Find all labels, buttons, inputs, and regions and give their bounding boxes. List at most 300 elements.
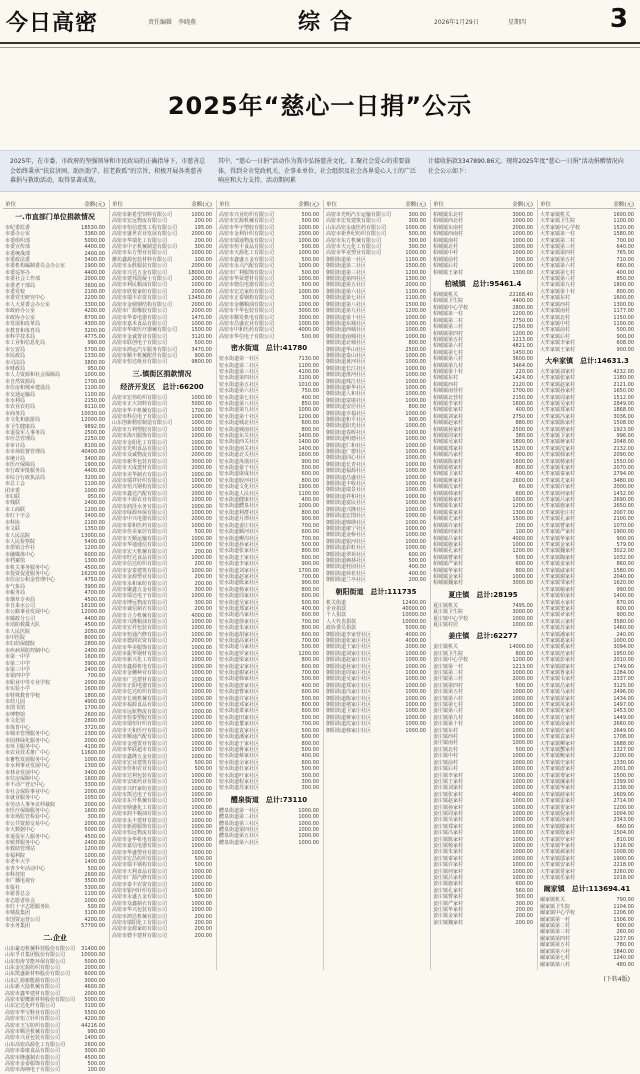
donation-amount: 200.00 [194, 606, 212, 613]
donation-amount: 790.00 [616, 897, 634, 904]
donor-name: 高密市瑞祥针织有限公司 [112, 478, 168, 485]
donation-amount: 750.00 [301, 388, 319, 395]
donor-name: 密水街道谢家社区 [219, 670, 260, 677]
donation-amount: 1650.00 [613, 388, 634, 395]
donation-amount: 1330.00 [84, 353, 105, 360]
donor-name: 政协委员捐款 [326, 625, 357, 632]
donation-row [110, 933, 214, 939]
donor-name: 姜庄镇机关 [433, 644, 459, 651]
donation-amount: 380.00 [515, 433, 533, 439]
donor-name: 市城投集团 [5, 910, 31, 917]
donor-name: 市委党史研究中心 [5, 295, 46, 302]
donation-amount: 1300.00 [84, 763, 105, 770]
donor-name: 大牟家镇任家村 [540, 727, 576, 734]
donation-amount: 1500.00 [191, 327, 212, 334]
donation-amount: 1000.00 [84, 487, 105, 494]
donation-amount: 5000.00 [84, 958, 105, 965]
donor-name: 市住房公积金管理中心 [5, 577, 56, 584]
donor-name: 柏城镇沈家村 [433, 484, 464, 491]
donor-name: 市体育中心 [5, 724, 31, 731]
donation-amount: 2400.00 [84, 667, 105, 674]
donor-name: 阚家镇卫生院 [540, 903, 571, 910]
donation-amount: 1100.00 [405, 288, 426, 295]
donation-amount: 500.00 [301, 282, 319, 289]
donation-amount: 1800.00 [613, 282, 634, 289]
donor-name: 朝阳街道幸福社区 [326, 410, 367, 417]
donor-name: 高密市正阳电器有限公司 [112, 683, 168, 690]
donor-name: 朝阳街道兴隆社区 [326, 506, 367, 513]
donor-name: 高密市恒远物流有限公司 [112, 830, 168, 837]
donation-amount: 1399.00 [613, 778, 634, 785]
donor-name: 大牟家镇后村 [540, 333, 571, 340]
donation-amount: 1000.00 [512, 721, 533, 728]
donor-name: 大牟家镇柏家村 [540, 593, 576, 600]
donor-name: 高密市振华钢材有限公司 [112, 651, 168, 657]
donation-amount: 40400.00 [81, 449, 105, 456]
donor-name: 密水街道第九社区 [219, 407, 260, 414]
donation-amount: 1500.00 [405, 263, 426, 270]
donation-amount: 4750.00 [84, 577, 105, 584]
donation-amount: 1700.00 [512, 388, 533, 395]
donor-name: 大牟家镇鲍家村 [540, 753, 576, 760]
donor-name: 高密市瑞丰钢构有限公司 [112, 862, 168, 869]
masthead [0, 0, 640, 44]
donor-name: 姜庄镇北村 [433, 746, 459, 753]
donation-amount: 3000.00 [512, 609, 533, 616]
donation-amount: 1000.00 [512, 862, 533, 869]
donor-name: 朝阳街道第五社区 [326, 282, 367, 289]
donor-name: 柏城镇第七村 [433, 349, 464, 356]
donor-name: 朝阳街道南城社区 [326, 333, 367, 340]
donor-name: 朝阳街道西城社区 [326, 327, 367, 334]
donation-amount: 260.00 [616, 929, 634, 936]
donor-name: 高密市永兴汽配有限公司 [219, 263, 275, 270]
donation-amount: 5700.00 [84, 346, 105, 353]
donation-amount: 2001.00 [613, 766, 634, 773]
donation-amount: 400.00 [301, 682, 319, 689]
donor-name: 阚家镇第一村 [540, 916, 571, 923]
donor-name: 市国资运营公司 [5, 916, 41, 923]
donor-name: 高密市永和家纺有限公司 [112, 580, 168, 587]
donation-row [431, 920, 535, 926]
donor-name: 密水街道第八社区 [219, 400, 260, 407]
donor-name: 市图书馆 [5, 705, 26, 712]
donation-amount: 1512.00 [613, 394, 634, 401]
donation-amount: 900.00 [301, 561, 319, 568]
donor-name: 密水街道城北社区 [219, 420, 260, 427]
donation-amount: 2007.00 [613, 509, 634, 516]
donor-name: 阚家镇第七村 [540, 955, 571, 962]
donor-name: 密水街道康成社区 [219, 471, 260, 478]
donor-name: 大牟家镇陈家村 [540, 420, 576, 427]
donation-amount: 1100.00 [298, 490, 319, 497]
donation-amount: 1000.00 [405, 657, 426, 664]
donation-amount: 1000.00 [512, 855, 533, 862]
donation-amount: 1000.00 [512, 740, 533, 747]
donor-name: 高密市中和医药有限公司 [219, 327, 275, 334]
donation-amount: 2343.00 [613, 817, 634, 824]
donor-name: 朝阳街道周家庄社区 [326, 670, 372, 677]
donation-amount: 600.00 [515, 561, 533, 568]
donation-amount: 3360.00 [84, 231, 105, 238]
donation-amount: 1000.00 [405, 250, 426, 257]
donor-name: 密水街道第四社区 [219, 375, 260, 382]
donation-amount: 300.00 [194, 586, 212, 593]
donor-name: 朝阳街道东城社区 [326, 320, 367, 327]
donation-amount: 1000.00 [405, 320, 426, 327]
donor-name: 柏城镇第三村 [433, 324, 464, 331]
donor-name: 市医疗保障服务中心 [5, 807, 51, 814]
donor-name: 朝阳街道长青社区 [326, 461, 367, 468]
donor-name: 大牟家镇机关 [540, 212, 571, 218]
donation-amount: 4900.00 [84, 699, 105, 706]
donor-name: 朝阳街道仁和社区 [326, 442, 367, 449]
donation-amount: 2000.00 [512, 676, 533, 683]
donor-name: 市人大常委会办公室 [5, 301, 51, 308]
donor-name: 市住房保障中心 [5, 775, 41, 782]
donor-name: 高密市正泰钢构有限公司 [219, 295, 275, 302]
donation-amount: 500.00 [87, 1061, 105, 1067]
donor-name: 市医疗保障局 [5, 462, 36, 469]
donation-amount: 400.00 [301, 753, 319, 760]
donation-amount: 1100.00 [405, 256, 426, 263]
donation-amount: 500.00 [194, 766, 212, 773]
header-divider [0, 47, 640, 48]
donation-amount: 1400.00 [84, 859, 105, 866]
donation-amount: 4500.00 [84, 1054, 105, 1061]
donation-amount: 1000.00 [405, 519, 426, 526]
donor-name: 高密市金利针织有限公司 [219, 231, 275, 238]
donor-name: 柏城镇北营村 [433, 394, 464, 401]
donor-name: 高密市兴业包装有限公司 [5, 1035, 61, 1042]
donor-name: 大牟家镇常家村 [540, 868, 576, 875]
donor-name: 密水街道城南社区 [219, 426, 260, 433]
donor-name: 市劳动人事争议仲裁院 [5, 801, 56, 808]
donor-name: 大牟家镇范家村 [540, 650, 576, 657]
donation-amount: 1868.00 [613, 407, 634, 414]
donation-amount: 700.00 [301, 522, 319, 529]
donor-name: 密水街道西关社区 [219, 439, 260, 446]
donation-amount: 2300.00 [84, 731, 105, 738]
donor-name: 高密市兴隆粮油有限公司 [112, 618, 168, 625]
donor-name: 柏城镇朱家村 [433, 503, 464, 510]
donor-name: 高密市昌盛农业有限公司 [219, 320, 275, 327]
donation-amount: 3022.00 [613, 548, 634, 555]
donation-amount: 900.00 [616, 535, 634, 542]
donor-name: 大牟家镇第六村 [540, 263, 576, 270]
donation-amount: 2000.00 [191, 638, 212, 645]
donation-amount: 1500.00 [405, 301, 426, 308]
donor-name: 市中医院 [5, 635, 26, 641]
donation-amount: 300.00 [301, 772, 319, 779]
donor-name: 密水街道萧家社区 [219, 708, 260, 715]
donation-amount: 640.00 [616, 244, 634, 251]
donor-name: 密水街道许家社区 [219, 695, 260, 702]
donation-amount: 4400.00 [84, 269, 105, 276]
donor-name: 高密市广源橡胶有限公司 [112, 308, 168, 315]
donation-list [217, 808, 321, 846]
donation-amount: 800.00 [408, 404, 426, 411]
donation-amount: 60.00 [518, 484, 533, 491]
donation-amount: 800.00 [301, 625, 319, 632]
donor-name: 密水街道田家社区 [219, 714, 260, 721]
donation-amount: 600.00 [301, 593, 319, 600]
donor-name: 大牟家镇岑家村 [540, 785, 576, 792]
donor-name: 大牟家镇第一村 [540, 231, 576, 238]
donor-name: 高密市新源服饰有限公司 [112, 823, 168, 830]
donation-amount: 1708.00 [613, 734, 634, 741]
donor-name: 高密市恒信建筑工程有限公司 [112, 224, 178, 231]
donor-name: 姜庄镇何家村 [433, 868, 464, 875]
donor-name: 柏城镇中村 [433, 250, 459, 257]
donor-name: 姜庄镇秦家村 [433, 855, 464, 862]
donor-name: 大牟家镇陶家村 [540, 554, 576, 561]
donor-name: 大牟家镇昌家村 [540, 682, 576, 689]
donor-name: 市烟草专卖局 [5, 596, 36, 603]
donor-name: 市公路事业发展中心 [5, 609, 51, 616]
donor-name: 密水街道姜庄社区 [219, 522, 260, 529]
donation-amount: 2000.00 [191, 490, 212, 497]
donor-name: 姜庄镇中心学校 [433, 657, 469, 664]
donation-amount: 1000.00 [298, 407, 319, 414]
donor-name: 高密市金穗粮油有限公司 [219, 301, 275, 308]
amount-header: 金额(元) [84, 202, 105, 208]
donation-amount: 700.00 [301, 535, 319, 542]
donor-name: 市水务集团 [5, 923, 31, 930]
donation-amount: 1350.00 [84, 526, 105, 533]
donor-name: 大牟家镇袁家村 [540, 734, 576, 741]
donation-amount: 4100.00 [84, 743, 105, 750]
donor-name: 阚家镇机关 [540, 897, 566, 904]
donor-name: 高密市鑫源机电有限公司 [112, 663, 168, 670]
donor-name: 柏城镇尤家村 [433, 516, 464, 523]
donor-name: 大牟家镇薛家村 [540, 791, 576, 798]
donor-name: 姜庄镇第一村 [433, 663, 464, 670]
donation-amount: 1200.00 [613, 804, 634, 811]
donation-amount: 2150.00 [512, 394, 533, 401]
donor-name: 大牟家镇殷家村 [540, 830, 576, 837]
donation-amount: 2000.00 [191, 263, 212, 270]
donor-name: 山东高密高源化工有限公司 [5, 1041, 66, 1048]
donation-amount: 1000.00 [512, 772, 533, 779]
donor-name: 高密市中正机械制造有限公司 [112, 244, 178, 251]
donor-name: 大牟家镇费家村 [540, 772, 576, 779]
donation-amount: 850.00 [616, 276, 634, 283]
donor-name: 高密市华信电子有限公司 [219, 333, 275, 340]
donation-amount: 1000.00 [405, 352, 426, 359]
donation-amount: 2337.00 [613, 676, 634, 683]
donation-amount: 300.00 [301, 295, 319, 302]
donor-name: 朝阳街道枫林社区 [326, 557, 367, 564]
donor-name: 高密市金地置业有限公司 [112, 740, 168, 747]
unit-header: 单位 [5, 202, 17, 208]
donor-name: 大牟家镇乐家村 [540, 875, 576, 882]
donor-name: 高密市欣悦家纺有限公司 [112, 288, 168, 295]
donation-amount: 1000.00 [191, 631, 212, 638]
donation-amount: 1000.00 [405, 449, 426, 456]
donor-name: 市第二中学 [5, 660, 31, 667]
donor-name: 高密市鼎盛化工有限公司 [112, 804, 168, 811]
donation-amount: 1000.00 [84, 852, 105, 859]
donation-amount: 2121.00 [613, 381, 634, 388]
donor-name: 大牟家镇鲁家村 [540, 670, 576, 677]
donor-name: 高密市鸿达机械有限公司 [112, 913, 168, 920]
donor-name: 市应急管理局 [5, 436, 36, 443]
donation-amount: 1000.00 [405, 487, 426, 494]
donation-amount: 2200.00 [613, 753, 634, 760]
donation-amount: 1000.00 [191, 503, 212, 510]
donation-amount: 1050.00 [84, 795, 105, 802]
donation-amount: 9800.00 [191, 359, 212, 366]
donor-name: 大牟家镇中村 [540, 320, 571, 327]
donation-amount: 1000.00 [191, 881, 212, 888]
donation-amount: 1000.00 [405, 333, 426, 340]
donor-name: 大牟家镇第三村 [540, 244, 576, 251]
donor-name: 朝阳街道珠江社区 [326, 378, 367, 385]
donation-amount: 1200.00 [298, 413, 319, 420]
donor-name: 柏城镇孙家村 [433, 426, 464, 433]
donation-amount: 3000.00 [512, 212, 533, 218]
donation-amount: 1000.00 [191, 900, 212, 907]
donor-name: 姜庄镇郑家村 [433, 823, 464, 830]
donation-amount: 200.00 [194, 932, 212, 939]
donor-name: 姜庄镇第七村 [433, 702, 464, 709]
donation-amount: 14000.00 [509, 644, 533, 651]
donor-name: 朝阳街道第三社区 [326, 269, 367, 276]
donation-list [538, 315, 636, 353]
donor-name: 朝阳街道第九社区 [326, 308, 367, 315]
donor-name: 姜庄镇曹家村 [433, 894, 464, 901]
donor-name: 柏城镇东南村 [433, 224, 464, 231]
donation-amount: 1000.00 [405, 506, 426, 513]
donor-name: 高密市中兴电器有限公司 [112, 516, 168, 523]
donor-name: 市人民检察院 [5, 538, 36, 545]
donation-amount: 1000.00 [84, 372, 105, 379]
donation-amount: 10000.00 [81, 952, 105, 959]
donation-amount: 1100.00 [405, 295, 426, 302]
donation-amount: 800.00 [301, 548, 319, 555]
donor-name: 密水街道第一社区 [219, 356, 260, 363]
donation-amount: 700.00 [87, 673, 105, 680]
donor-name: 密水街道袁家社区 [219, 727, 260, 734]
donation-amount: 1470.00 [191, 314, 212, 321]
donor-name: 醴泉街道第四社区 [219, 826, 260, 833]
donation-amount: 1000.00 [405, 442, 426, 449]
donor-name: 大牟家镇姜家村 [540, 561, 576, 568]
section-heading: 三.镇街区捐款情况 [132, 369, 192, 378]
donation-amount: 1000.00 [191, 663, 212, 670]
donation-amount: 660.00 [616, 263, 634, 270]
donor-name: 市畜牧发展服务中心 [5, 756, 51, 763]
donor-name: 朝阳街道安居社区 [326, 404, 367, 411]
issue-weekday: 星期四 [508, 19, 527, 26]
donor-name: 高密市宏大机械有限公司 [112, 548, 168, 555]
donor-name: 高密市瑞丰农资有限公司 [112, 295, 168, 302]
donor-name: 市人民法院 [5, 532, 31, 539]
donation-amount: 7130.00 [298, 356, 319, 363]
donation-amount: 1000.00 [298, 503, 319, 510]
donation-amount: 1100.00 [84, 391, 105, 398]
donor-name: 高密市光明汽车运输有限公司 [326, 212, 392, 218]
donation-amount: 1923.00 [613, 426, 634, 433]
donation-amount: 1600.00 [84, 807, 105, 814]
donation-amount: 3464.00 [512, 362, 533, 369]
donation-amount: 4200.00 [84, 916, 105, 923]
donation-amount: 200.00 [408, 577, 426, 584]
donation-amount: 300.00 [408, 218, 426, 225]
donation-amount: 1000.00 [405, 538, 426, 545]
donor-name: 高密市远航物流有限公司 [112, 708, 168, 715]
donation-amount: 1000.00 [191, 413, 212, 420]
donor-name: 高密市众诚物流有限公司 [112, 452, 168, 459]
donor-name: 朝阳街道沈家庄社区 [326, 721, 372, 728]
donation-amount: 810.00 [616, 836, 634, 843]
donation-amount: 600.00 [301, 471, 319, 478]
donation-amount: 400.00 [408, 564, 426, 571]
donation-amount: 1688.00 [613, 740, 634, 747]
donor-name: 山东恒涛节能环保有限公司 [5, 958, 66, 965]
donation-amount: 1000.00 [512, 836, 533, 843]
donation-amount: 220.00 [515, 368, 533, 375]
unit-header: 单位 [540, 202, 552, 208]
donation-amount: 240.00 [616, 631, 634, 638]
donation-amount: 1000.00 [405, 500, 426, 507]
donor-name: 市红十字会 [5, 513, 31, 520]
donation-amount: 5000.00 [84, 996, 105, 1003]
donation-amount: 4400.00 [84, 244, 105, 251]
donor-name: 市第三中学 [5, 667, 31, 674]
donation-amount: 2100.00 [613, 516, 634, 523]
donation-amount: 1000.00 [191, 446, 212, 452]
donor-name: 柏城镇南村 [433, 237, 459, 244]
donation-amount: 4200.00 [84, 1016, 105, 1023]
donation-amount: 1700.00 [84, 705, 105, 712]
donor-name: 市市场监督管理局 [5, 449, 46, 456]
donation-amount: 1000.00 [191, 522, 212, 529]
donation-amount: 1000.00 [405, 525, 426, 532]
donor-name: 朝阳街道宏图社区 [326, 513, 367, 520]
donor-name: 大牟家镇王家村 [540, 346, 576, 353]
subsection-heading: 阚家镇 总计:113694.41 [543, 885, 631, 894]
donor-name: 高密市新兴化工有限公司 [112, 657, 168, 664]
donor-name: 高密市兴业纺织有限公司 [219, 212, 275, 218]
donor-name: 高密市海川服饰有限公司 [112, 433, 168, 440]
donation-amount: 5300.00 [84, 884, 105, 891]
donor-name: 朝阳街道广德社区 [326, 449, 367, 456]
donor-name: 密水街道东关社区 [219, 433, 260, 439]
donation-amount: 1900.00 [84, 263, 105, 270]
donor-name: 朝阳街道泰山社区 [326, 352, 367, 359]
donation-amount: 1000.00 [191, 593, 212, 600]
donor-name: 大牟家镇郑家村 [540, 407, 576, 414]
donation-amount: 600.00 [515, 490, 533, 497]
donation-amount: 500.00 [515, 682, 533, 689]
donation-amount: 600.00 [301, 612, 319, 619]
donation-amount: 900.00 [194, 352, 212, 359]
donation-amount: 4000.00 [405, 631, 426, 638]
donation-row [3, 923, 107, 929]
donation-amount: 700.00 [301, 618, 319, 625]
donor-name: 高密市银鹰新材料股份有限公司 [5, 996, 76, 1003]
donation-amount: 1213.00 [512, 336, 533, 343]
donation-amount: 800.00 [301, 702, 319, 709]
donation-amount: 4500.00 [84, 622, 105, 629]
donor-name: 大牟家镇南村 [540, 308, 571, 315]
donation-list [324, 600, 428, 735]
donation-amount: 1000.00 [191, 439, 212, 446]
donor-name: 市职业中等专业学校 [5, 679, 51, 686]
donor-name: 高密市天和医疗有限公司 [112, 727, 168, 734]
